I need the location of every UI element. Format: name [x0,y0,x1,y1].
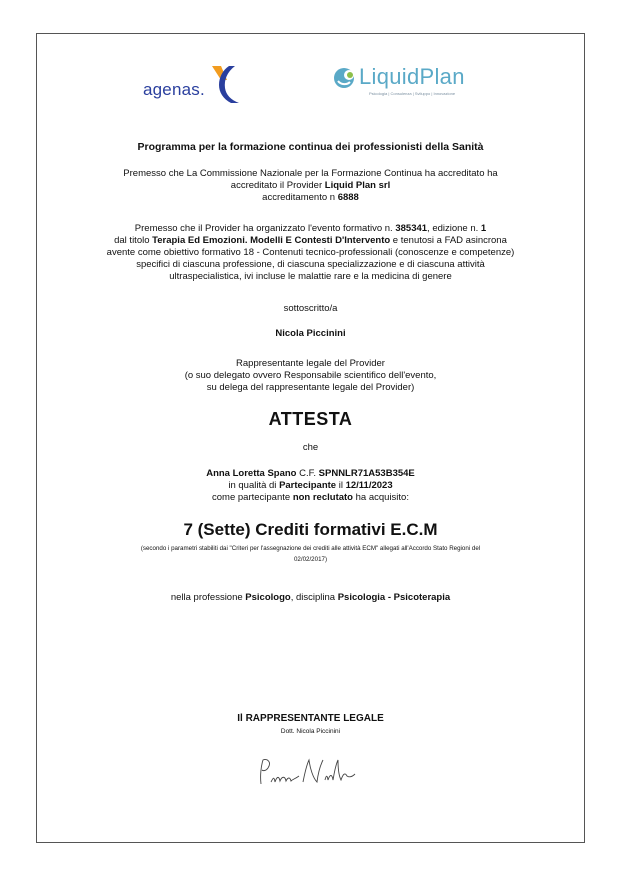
ruolo-line1: Rappresentante legale del Provider [236,358,385,369]
premesso2-line5: ultraspecialistica, ivi incluse le malattie rare e la medicina di genere [169,271,452,282]
premesso2-line2-post: e tenutosi a FAD asincrona [390,235,507,246]
attesta-title: ATTESTA [268,409,353,429]
handwritten-signature [255,754,365,794]
participant-role: Partecipante [279,480,337,491]
discipline-value: Psicologia - Psicoterapia [337,592,451,603]
provider-name: Liquid Plan srl [324,180,391,191]
evento-number: 385341 [395,223,428,234]
premesso1-line3 [37,192,584,204]
profession-value: Psicologo [245,592,291,603]
accreditamento-number: 6888 [337,192,359,203]
ruolo-line2: (o suo delegato ovvero Responsabile scientifico dell'evento, [184,370,437,381]
come-text: come partecipante [212,492,293,503]
liquidplan-tagline: Psicologia | Consulenza | Sviluppo | Innovazione [369,91,456,96]
agenas-wordmark: agenas. [143,80,205,99]
agenas-logo [143,62,263,112]
premesso2-line2 [37,235,584,247]
acquired-text: ha acquisito: [352,492,409,503]
criteri-line1: (secondo i parametri stabiliti dai "Criteri per l'assegnazione dei crediti alle attività ECM" allegati all'Accordo Stato Regioni del [140,545,481,552]
professione-label: nella professione [170,592,246,603]
data-label: il [336,480,346,491]
professione-line [37,592,584,604]
logos-row [37,62,584,112]
premesso1-line2 [37,180,584,192]
signer-name: Dott. Nicola Piccinini [280,728,341,735]
agenas-mark-icon [209,64,243,104]
recruitment-status: non reclutato [292,492,353,503]
participant-line3 [37,492,584,504]
event-title: Terapia Ed Emozioni. Modelli E Contesti D'Intervento [152,235,391,246]
cf-label: C.F. [296,468,319,479]
participation-date: 12/11/2023 [345,480,393,491]
qualita-text: in qualità di [228,480,280,491]
liquidplan-wordmark: LiquidPlan [359,64,465,89]
che-text: che [302,442,319,453]
criteri-line2: 02/02/2017) [293,556,328,563]
liquidplan-mark-icon [333,66,359,90]
premesso2-line1-mid: , edizione n. [427,223,481,234]
premesso1-line3-text: accreditamento n [262,192,338,203]
edizione-number: 1 [480,223,487,234]
premesso2-line1-text: Premesso che il Provider ha organizzato l'evento formativo n. [134,223,396,234]
participant-line1 [37,468,584,480]
premesso2-line3: avente come obiettivo formativo 18 - Contenuti tecnico-professionali (conoscenze e competenze) [106,247,515,258]
premesso2-line1 [37,223,584,235]
participant-line2 [37,480,584,492]
liquidplan-logo [333,64,503,114]
program-heading: Programma per la formazione continua dei professionisti della Sanità [137,141,484,153]
premesso2-line2-text: dal titolo [114,235,153,246]
premesso1-line1: Premesso che La Commissione Nazionale per la Formazione Continua ha accreditato ha [123,168,498,179]
sottoscritto-name: Nicola Piccinini [275,328,346,339]
disciplina-label: , disciplina [290,592,338,603]
signer-title: Il RAPPRESENTANTE LEGALE [237,713,384,724]
participant-name: Anna Loretta Spano [206,468,297,479]
codice-fiscale: SPNNLR71A53B354E [318,468,415,479]
credits-title: 7 (Sette) Crediti formativi E.C.M [183,520,438,539]
ruolo-line3: su delega del rappresentante legale del Provider) [206,382,415,393]
sottoscritto-label: sottoscritto/a [283,303,338,314]
premesso1-line2-text: accreditato il Provider [230,180,325,191]
certificate-frame [36,33,585,843]
premesso2-line4: specifici di ciascuna professione, di ciascuna specializzazione e di ciascuna attività [136,259,485,270]
